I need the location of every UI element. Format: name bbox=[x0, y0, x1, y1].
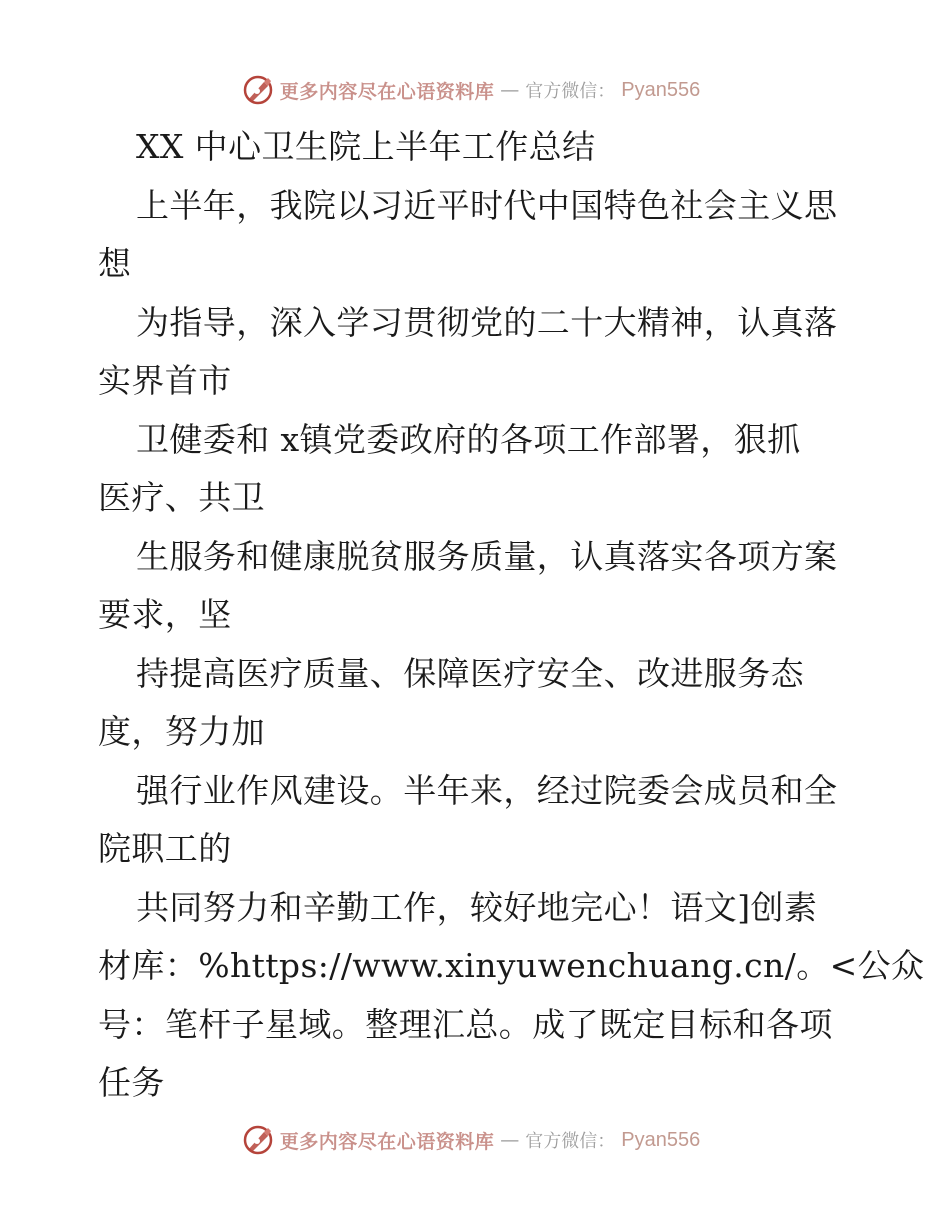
watermark-dash: — bbox=[500, 1129, 520, 1151]
paragraph-line: 上半年，我院以习近平时代中国特色社会主义思 bbox=[136, 185, 838, 225]
pen-logo-icon bbox=[242, 74, 274, 106]
watermark-group bbox=[242, 74, 700, 106]
paragraph-line: 强行业作风建设。半年来，经过院委会成员和全 bbox=[136, 770, 838, 810]
paragraph-line: 共同努力和辛勤工作，较好地完心！语文]创素 bbox=[136, 887, 818, 927]
paragraph-line: 要求，坚 bbox=[98, 595, 232, 634]
footer-watermark-banner bbox=[0, 1120, 950, 1160]
paragraph-line: 院职工的 bbox=[98, 829, 232, 868]
paragraph-line: 实界首市 bbox=[98, 361, 232, 400]
paragraph-line: 医疗、共卫 bbox=[98, 478, 265, 517]
watermark-dash: — bbox=[500, 79, 520, 101]
watermark-text: 更多内容尽在心语资料库 bbox=[279, 1130, 495, 1153]
paragraph-line: 卫健委和 x镇党委政府的各项工作部署，狠抓 bbox=[136, 419, 801, 459]
watermark-wechat-id: Pyan556 bbox=[621, 78, 701, 101]
paragraph-line: 度，努力加 bbox=[98, 712, 265, 751]
document-body bbox=[98, 118, 925, 1113]
paragraph-line: 材库：%https://www.xinyuwenchuang.cn/。<公众 bbox=[98, 946, 925, 985]
paragraph-line: 想 bbox=[98, 244, 132, 283]
header-watermark-banner bbox=[0, 70, 950, 110]
watermark-text: 更多内容尽在心语资料库 bbox=[279, 80, 495, 103]
document-title: XX 中心卫生院上半年工作总结 bbox=[136, 127, 596, 166]
watermark-group bbox=[242, 1124, 700, 1156]
watermark-wechat-label: 官方微信： bbox=[525, 81, 616, 102]
paragraph-line: 持提高医疗质量、保障医疗安全、改进服务态 bbox=[136, 653, 804, 693]
paragraph-line: 为指导，深入学习贯彻党的二十大精神，认真落 bbox=[136, 302, 838, 342]
watermark-wechat-label: 官方微信： bbox=[525, 1131, 616, 1152]
watermark-wechat-id: Pyan556 bbox=[621, 1128, 701, 1151]
paragraph-line: 任务 bbox=[98, 1063, 165, 1102]
paragraph-line: 生服务和健康脱贫服务质量，认真落实各项方案 bbox=[136, 536, 838, 576]
pen-logo-icon bbox=[242, 1124, 274, 1156]
paragraph-line: 号：笔杆子星域。整理汇总。成了既定目标和各项 bbox=[98, 1004, 833, 1044]
